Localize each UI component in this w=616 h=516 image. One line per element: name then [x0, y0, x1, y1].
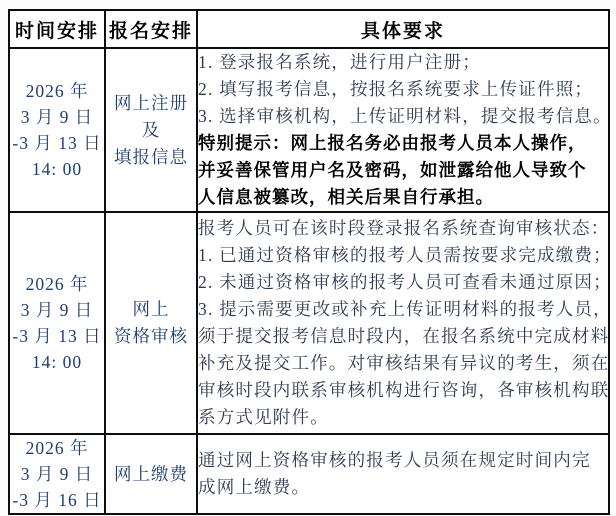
- requirement-line: 1. 登录报名系统，进行用户注册；: [198, 52, 481, 72]
- registration-schedule-table: [8, 9, 610, 515]
- table-row: [9, 434, 609, 514]
- table-row: [9, 212, 609, 434]
- requirement-line: 3. 提示需要更改或补充上传证明材料的报考人员，: [198, 299, 612, 319]
- time-line: 3 月 9 日: [20, 300, 94, 320]
- table-body: [9, 48, 612, 514]
- requirements-cell: [197, 434, 609, 514]
- arrangement-line: 填报信息: [114, 146, 188, 167]
- time-line: -3 月 13 日: [12, 133, 102, 153]
- requirement-line: 审核时段内联系审核机构进行咨询，各审核机构联: [198, 380, 610, 400]
- requirements-cell: [197, 48, 612, 212]
- header-cell-time: 时间安排: [9, 10, 105, 48]
- requirement-line: 通过网上资格审核的报考人员须在规定时间内完: [198, 450, 591, 470]
- arrangement-cell: [105, 48, 197, 212]
- arrangement-line: 网上: [132, 299, 170, 319]
- time-line: 14: 00: [31, 352, 83, 372]
- requirement-line: 并妥善保管用户名及密码，如泄露给他人导致个: [198, 160, 587, 180]
- arrangement-line: 网上缴费: [114, 463, 188, 484]
- table-row: [9, 48, 609, 212]
- time-line: -3 月 16 日: [12, 490, 102, 510]
- header-cell-requirements: 具体要求: [197, 10, 609, 48]
- requirement-line: 补充及提交工作。对审核结果有异议的考生，须在: [198, 353, 610, 373]
- time-cell: [9, 434, 105, 514]
- requirement-line: 特别提示：网上报名务必由报考人员本人操作，: [198, 133, 587, 153]
- time-cell: [9, 212, 105, 434]
- arrangement-line: 网上注册: [114, 92, 188, 113]
- requirement-line: 人信息被篡改，相关后果自行承担。: [198, 187, 494, 207]
- arrangement-cell: [105, 434, 197, 514]
- requirement-line: 2. 填写报考信息，按报名系统要求上传证件照；: [198, 79, 594, 99]
- requirement-line: 3. 选择审核机构，上传证明材料，提交报考信息。: [198, 106, 612, 126]
- time-line: 14: 00: [31, 159, 83, 179]
- time-line: 3 月 9 日: [20, 464, 94, 484]
- time-cell: [9, 48, 105, 212]
- header-cell-arrangement: 报名安排: [105, 10, 197, 48]
- time-line: 2026 年: [25, 81, 89, 101]
- requirements-cell: [197, 212, 612, 434]
- time-line: 2026 年: [25, 438, 89, 458]
- requirement-line: 2. 未通过资格审核的报考人员可查看未通过原因；: [198, 272, 612, 292]
- requirement-line: 须于提交报考信息时段内，在报名系统中完成材料: [198, 326, 610, 346]
- requirement-line: 成网上缴费。: [198, 477, 311, 497]
- time-line: 3 月 9 日: [20, 107, 94, 127]
- arrangement-line: 资格审核: [114, 326, 188, 346]
- arrangement-line: 及: [141, 119, 161, 140]
- time-line: -3 月 13 日: [12, 326, 102, 346]
- requirement-line: 系方式见附件。: [198, 407, 329, 427]
- arrangement-cell: [105, 212, 197, 434]
- requirement-line: 报考人员可在该时段登录报名系统查询审核状态：: [198, 218, 610, 238]
- time-line: 2026 年: [25, 274, 89, 294]
- header-row: [9, 10, 609, 48]
- requirement-line: 1. 已通过资格审核的报考人员需按要求完成缴费；: [198, 245, 612, 265]
